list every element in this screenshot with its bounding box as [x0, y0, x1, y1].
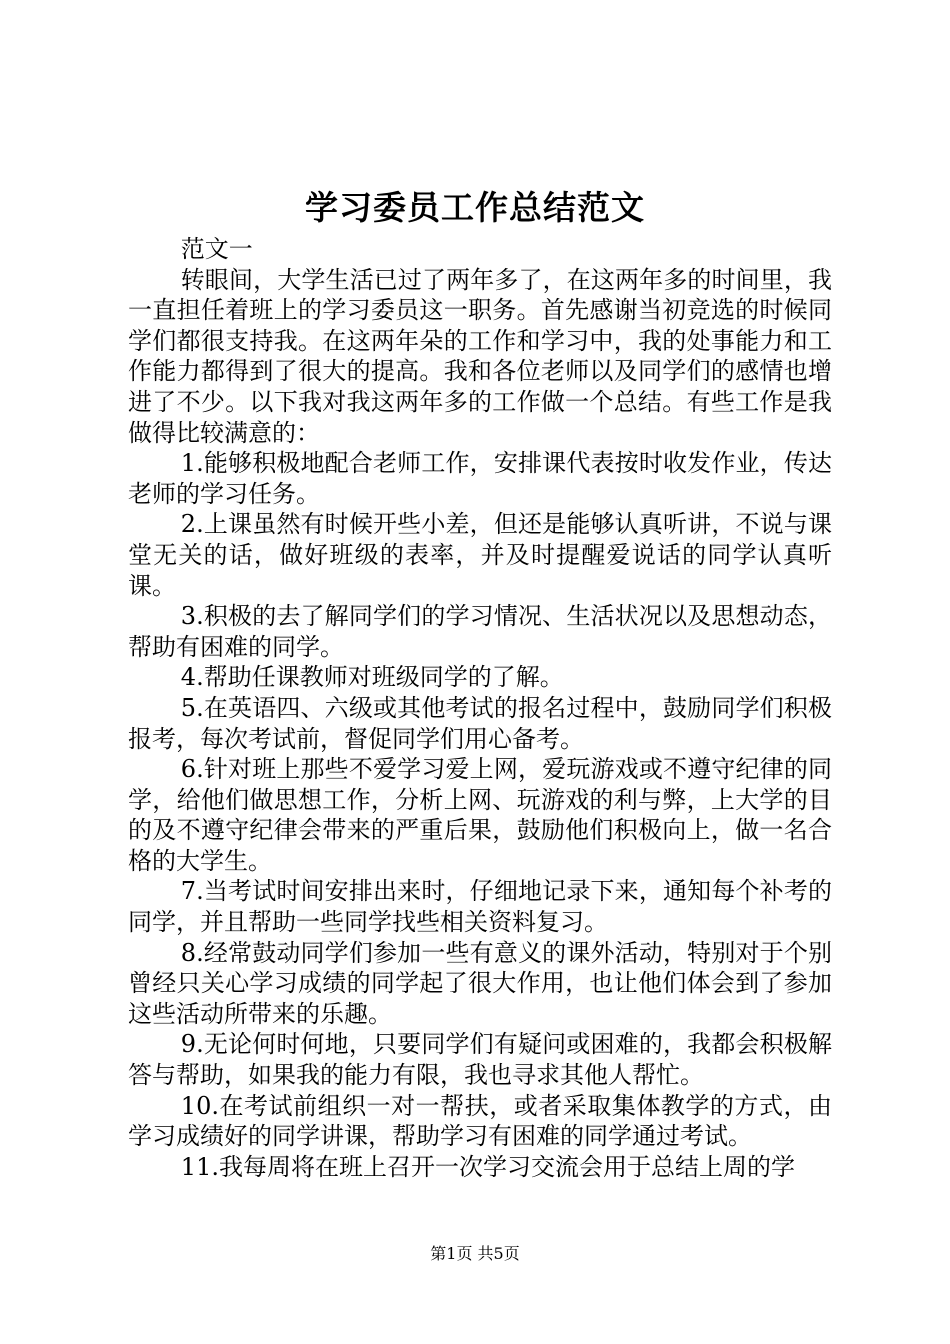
- list-item-8: 8.经常鼓动同学们参加一些有意义的课外活动，特别对于个别曾经只关心学习成绩的同学起了很大作用，也让他们体会到了参加这些活动所带来的乐趣。: [128, 938, 832, 1028]
- list-item-11: 11.我每周将在班上召开一次学习交流会用于总结上周的学: [180, 1152, 795, 1181]
- section-heading: 范文一: [180, 235, 253, 263]
- page-number-footer: 第1页 共5页: [430, 1244, 520, 1263]
- document-body: [128, 234, 832, 1182]
- list-item-2: 2.上课虽然有时候开些小差，但还是能够认真听讲，不说与课堂无关的话，做好班级的表率，并及时提醒爱说话的同学认真听课。: [128, 510, 832, 600]
- list-item-3: 3.积极的去了解同学们的学习情况、生活状况以及思想动态，帮助有困难的同学。: [128, 602, 832, 661]
- list-item-1: 1.能够积极地配合老师工作，安排课代表按时收发作业，传达老师的学习任务。: [128, 449, 832, 508]
- document-title: 学习委员工作总结范文: [305, 188, 645, 227]
- list-item-7: 7.当考试时间安排出来时，仔细地记录下来，通知每个补考的同学，并且帮助一些同学找些相关资料复习。: [128, 877, 832, 937]
- list-item-4: 4.帮助任课教师对班级同学的了解。: [180, 663, 564, 692]
- list-item-6: 6.针对班上那些不爱学习爱上网，爱玩游戏或不遵守纪律的同学，给他们做思想工作，分析上网、玩游戏的利与弊，上大学的目的及不遵守纪律会带来的严重后果，鼓励他们积极向上，做一名合格的大学生。: [128, 755, 832, 875]
- intro-paragraph: 转眼间，大学生活已过了两年多了，在这两年多的时间里，我一直担任着班上的学习委员这一职务。首先感谢当初竞选的时候同学们都很支持我。在这两年朵的工作和学习中，我的处事能力和工作能力都得到了很大的提高。我和各位老师以及同学们的感情也增进了不少。以下我对我这两年多的工作做一个总结。有些工作是我做得比较满意的：: [128, 265, 832, 447]
- list-item-9: 9.无论何时何地，只要同学们有疑问或困难的，我都会积极解答与帮助，如果我的能力有限，我也寻求其他人帮忙。: [128, 1030, 832, 1090]
- list-item-5: 5.在英语四、六级或其他考试的报名过程中，鼓励同学们积极报考，每次考试前，督促同学们用心备考。: [128, 693, 832, 753]
- list-item-10: 10.在考试前组织一对一帮扶，或者采取集体教学的方式，由学习成绩好的同学讲课，帮助学习有困难的同学通过考试。: [128, 1091, 832, 1151]
